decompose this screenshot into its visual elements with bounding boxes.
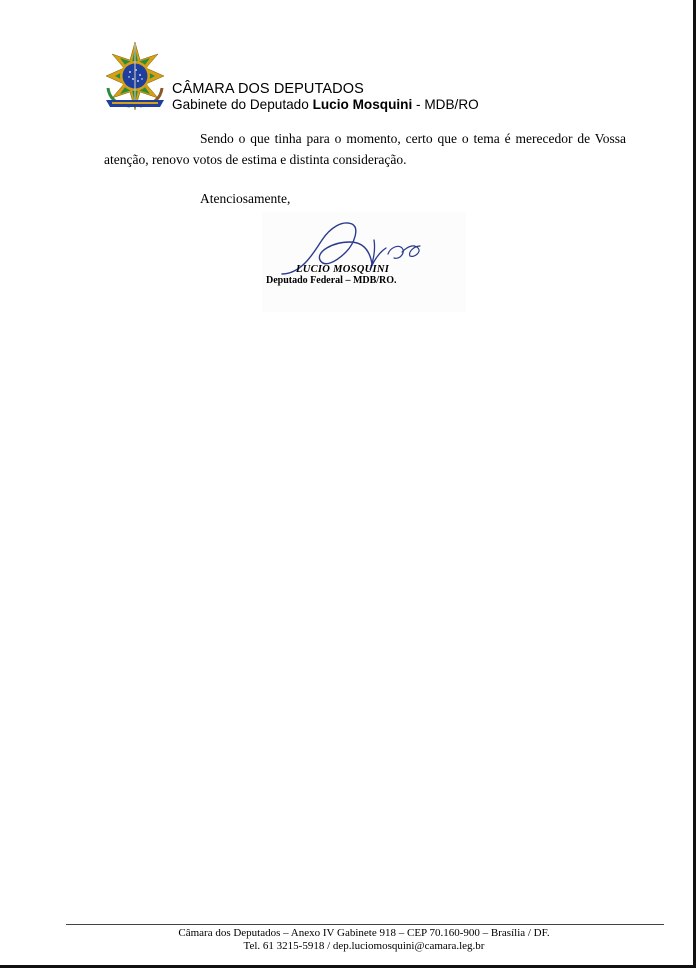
signature-block xyxy=(262,212,466,312)
footer-contact: Tel. 61 3215-5918 / dep.luciomosquini@camara.leg.br xyxy=(243,940,485,952)
deputy-name: Lucio Mosquini xyxy=(312,97,413,112)
body-paragraph: Sendo o que tinha para o momento, certo que o tema é merecedor de Vossa atenção, renovo votos de estima e distinta consideração. xyxy=(104,131,626,167)
handwritten-signature xyxy=(262,212,466,312)
institution-title: CÂMARA DOS DEPUTADOS xyxy=(172,81,364,97)
office-subtitle xyxy=(172,97,479,112)
footer-address: Câmara dos Deputados – Anexo IV Gabinete 918 – CEP 70.160-900 – Brasília / DF. xyxy=(178,927,550,939)
signer-role: Deputado Federal – MDB/RO. xyxy=(266,275,397,286)
footer-divider xyxy=(66,924,664,925)
subtitle-prefix: Gabinete do Deputado xyxy=(172,97,313,112)
subtitle-suffix: - MDB/RO xyxy=(412,97,479,112)
signer-name: LUCIO MOSQUINI xyxy=(296,264,390,275)
closing-salutation: Atenciosamente, xyxy=(200,191,291,206)
brazil-coat-of-arms-icon xyxy=(100,40,170,112)
